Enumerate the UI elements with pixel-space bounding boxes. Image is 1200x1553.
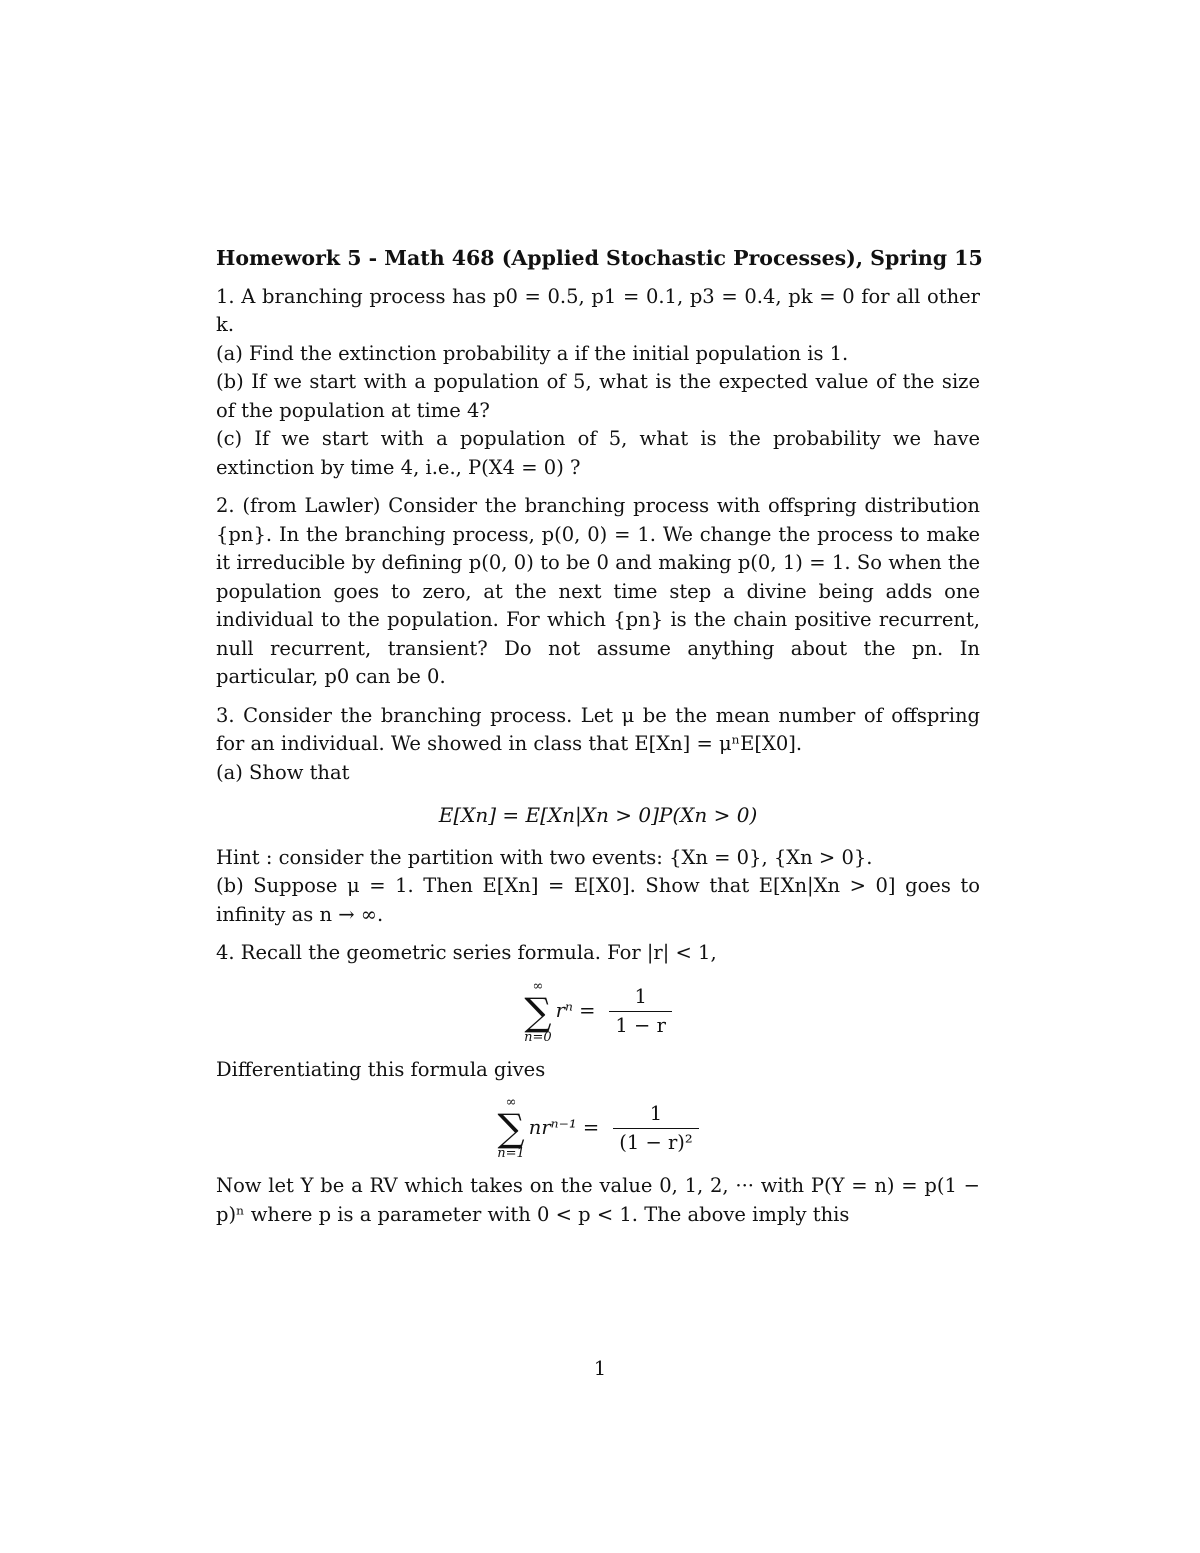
problem-4-intro: 4. Recall the geometric series formula. For |r| < 1, — [216, 941, 717, 964]
problem-2 — [216, 492, 980, 692]
fraction-denominator: 1 − r — [609, 1011, 671, 1040]
sum-lower-limit: n=1 — [497, 1146, 525, 1161]
problem-3-intro: 3. Consider the branching process. Let μ be the mean number of offspring for an individual. We showed in class that E[Xn] = μⁿE[X0]. — [216, 703, 980, 755]
fraction-numerator: 1 — [649, 1101, 663, 1125]
fraction — [609, 983, 671, 1040]
geometric-series-equation — [216, 980, 980, 1044]
problem-3-hint: Hint : consider the partition with two events: {Xn = 0}, {Xn > 0}. — [216, 845, 873, 869]
fraction-denominator: (1 − r)² — [613, 1128, 699, 1157]
page-title: Homework 5 - Math 468 (Applied Stochastic Processes), Spring 15 — [216, 246, 983, 270]
problem-4-differentiating: Differentiating this formula gives — [216, 1057, 546, 1081]
problem-3 — [216, 702, 980, 930]
problem-1-intro: 1. A branching process has p0 = 0.5, p1 = 0.1, p3 = 0.4, pk = 0 for all other k. — [216, 284, 980, 336]
sum-upper-limit: ∞ — [532, 978, 544, 994]
problem-4-continuation: Now let Y be a RV which takes on the value 0, 1, 2, ··· with P(Y = n) = p(1 − p)ⁿ where p is a parameter with 0 < p < 1. The above imply this — [216, 1174, 980, 1226]
problem-3b: (b) Suppose μ = 1. Then E[Xn] = E[X0]. Show that E[Xn|Xn > 0] goes to infinity as n → ∞. — [216, 874, 980, 926]
problem-3a: (a) Show that — [216, 760, 350, 784]
problem-2-text: 2. (from Lawler) Consider the branching process with offspring distribution {pn}. In the branching process, p(0, 0) = 1. We change the process to make it irreducible by defining p(0, 0) to be 0 and making p(0, 1) = 1. So when the population goes to zero, at the next time step a divine being adds one individual to the population. For which {pn} is the chain positive recurrent, null recurrent, transient? Do not assume anything about the pn. In particular, p0 can be 0. — [216, 494, 980, 688]
sum-symbol: ∞ ∑ n=0 — [524, 978, 552, 1045]
sum-lower-limit: n=0 — [524, 1029, 552, 1045]
document-body — [216, 244, 983, 1229]
derivative-series-equation — [216, 1096, 980, 1160]
problem-1b: (b) If we start with a population of 5, what is the expected value of the size of the population at time 4? — [216, 370, 980, 422]
problem-1a: (a) Find the extinction probability a if the initial population is 1. — [216, 341, 849, 365]
page-number: 1 — [593, 1357, 607, 1380]
problem-1 — [216, 283, 980, 483]
sum-term: nrⁿ⁻¹ = — [528, 1115, 600, 1139]
fraction — [613, 1100, 699, 1157]
sum-upper-limit: ∞ — [505, 1095, 517, 1110]
problem-1c: (c) If we start with a population of 5, what is the probability we have extinction by time 4, i.e., P(X4 = 0) ? — [216, 427, 980, 479]
fraction-numerator: 1 — [634, 985, 647, 1008]
sum-symbol: ∞ ∑ n=1 — [497, 1095, 525, 1161]
problem-4 — [216, 939, 980, 1229]
problem-3-equation: E[Xn] = E[Xn|Xn > 0]P(Xn > 0) — [438, 803, 758, 827]
sum-term: rⁿ = — [555, 999, 596, 1023]
